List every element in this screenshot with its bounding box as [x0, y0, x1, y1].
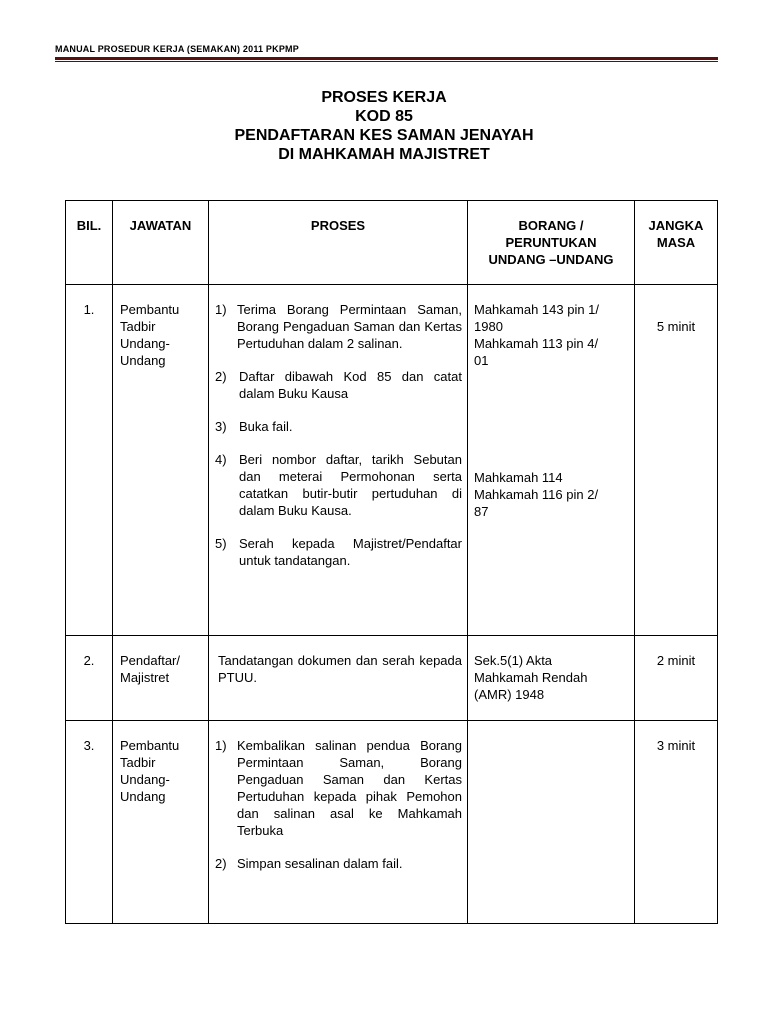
jawatan-line: Pembantu: [120, 738, 180, 753]
row-number: 2.: [66, 636, 113, 721]
proses-step: [215, 737, 462, 839]
step-text: Terima Borang Permintaan Saman, Borang Pengaduan Saman dan Kertas Pertuduhan dalam 2 salinan.: [237, 302, 462, 351]
header-rule-thick: [55, 57, 718, 60]
step-text: Beri nombor daftar, tarikh Sebutan dan meterai Permohonan serta catatkan butir-butir pertuduhan di dalam Buku Kausa.: [239, 452, 462, 518]
row-jawatan: [113, 636, 209, 721]
proses-step: [215, 855, 462, 872]
table-row: [66, 721, 718, 924]
header-bil: BIL.: [66, 201, 113, 285]
borang-line: Mahkamah 113 pin 4/: [474, 336, 599, 351]
header-jangka-masa: [635, 201, 718, 285]
process-table: [65, 200, 718, 924]
proses-step: [215, 451, 462, 519]
step-number: 5): [215, 536, 227, 551]
header-borang-line-1: BORANG /: [518, 218, 584, 233]
jawatan-line: Undang: [120, 353, 166, 368]
borang-line: Mahkamah 143 pin 1/: [474, 302, 600, 317]
row-jangka-masa: 2 minit: [635, 636, 718, 721]
step-text: Kembalikan salinan pendua Borang Permintaan Saman, Borang Pengaduan Saman dan Kertas Pertuduhan kepada pihak Pemohon dan salinan asal ke Mahkamah Terbuka: [237, 738, 462, 838]
row-jangka-masa: 5 minit: [635, 285, 718, 636]
row-jangka-masa: 3 minit: [635, 721, 718, 924]
header-jawatan: JAWATAN: [113, 201, 209, 285]
row-proses: Tandatangan dokumen dan serah kepada PTUU.: [209, 636, 468, 721]
borang-line: (AMR) 1948: [474, 687, 545, 702]
table-row: [66, 285, 718, 636]
title-line-4: DI MAHKAMAH MAJISTRET: [278, 146, 490, 163]
row-proses: [209, 285, 468, 636]
borang-line: Mahkamah 114: [474, 470, 563, 485]
title-line-3: PENDAFTARAN KES SAMAN JENAYAH: [234, 127, 534, 144]
jawatan-line: Undang-: [120, 772, 170, 787]
jawatan-line: Tadbir: [120, 755, 156, 770]
step-number: 3): [215, 419, 227, 434]
proses-step: [215, 368, 462, 402]
borang-line: 01: [474, 353, 489, 368]
header-borang-line-2: PERUNTUKAN: [505, 235, 597, 250]
row-borang: [468, 285, 635, 636]
row-proses: [209, 721, 468, 924]
document-title: [0, 88, 768, 164]
proses-step: [215, 535, 462, 569]
step-number: 2): [215, 369, 227, 384]
header-jangka-line-2: MASA: [656, 235, 696, 250]
borang-line: 1980: [474, 319, 503, 334]
jawatan-line: Undang-: [120, 336, 170, 351]
header-proses: PROSES: [209, 201, 468, 285]
jawatan-line: Pembantu: [120, 302, 180, 317]
step-number: 4): [215, 452, 227, 467]
jawatan-line: Majistret: [120, 670, 170, 685]
running-header: MANUAL PROSEDUR KERJA (SEMAKAN) 2011 PKPMP: [55, 44, 299, 54]
borang-line: Mahkamah Rendah: [474, 670, 588, 685]
proses-step: [215, 418, 462, 435]
borang-line: 87: [474, 504, 489, 519]
header-borang: [468, 201, 635, 285]
step-text: Serah kepada Majistret/Pendaftar untuk tandatangan.: [239, 536, 462, 568]
row-jawatan: [113, 285, 209, 636]
borang-spacer: [474, 369, 630, 469]
row-number: 3.: [66, 721, 113, 924]
proses-step: [215, 301, 462, 352]
header-jangka-line-1: JANGKA: [648, 218, 704, 233]
step-text: Daftar dibawah Kod 85 dan catat dalam Buku Kausa: [239, 369, 462, 401]
step-number: 1): [215, 302, 227, 317]
step-number: 1): [215, 738, 227, 753]
borang-line: Mahkamah 116 pin 2/: [474, 487, 599, 502]
jawatan-line: Tadbir: [120, 319, 156, 334]
row-borang: [468, 636, 635, 721]
step-text: Buka fail.: [239, 419, 293, 434]
table-row: [66, 636, 718, 721]
row-number: 1.: [66, 285, 113, 636]
jawatan-line: Pendaftar/: [120, 653, 180, 668]
table-header-row: [66, 201, 718, 285]
step-text: Simpan sesalinan dalam fail.: [237, 856, 403, 871]
title-line-1: PROSES KERJA: [321, 89, 447, 106]
header-rule-thin: [55, 61, 718, 62]
borang-line: Sek.5(1) Akta: [474, 653, 553, 668]
row-borang: [468, 721, 635, 924]
row-jawatan: [113, 721, 209, 924]
step-number: 2): [215, 856, 227, 871]
title-line-2: KOD 85: [355, 108, 413, 125]
header-borang-line-3: UNDANG –UNDANG: [488, 252, 614, 267]
jawatan-line: Undang: [120, 789, 166, 804]
